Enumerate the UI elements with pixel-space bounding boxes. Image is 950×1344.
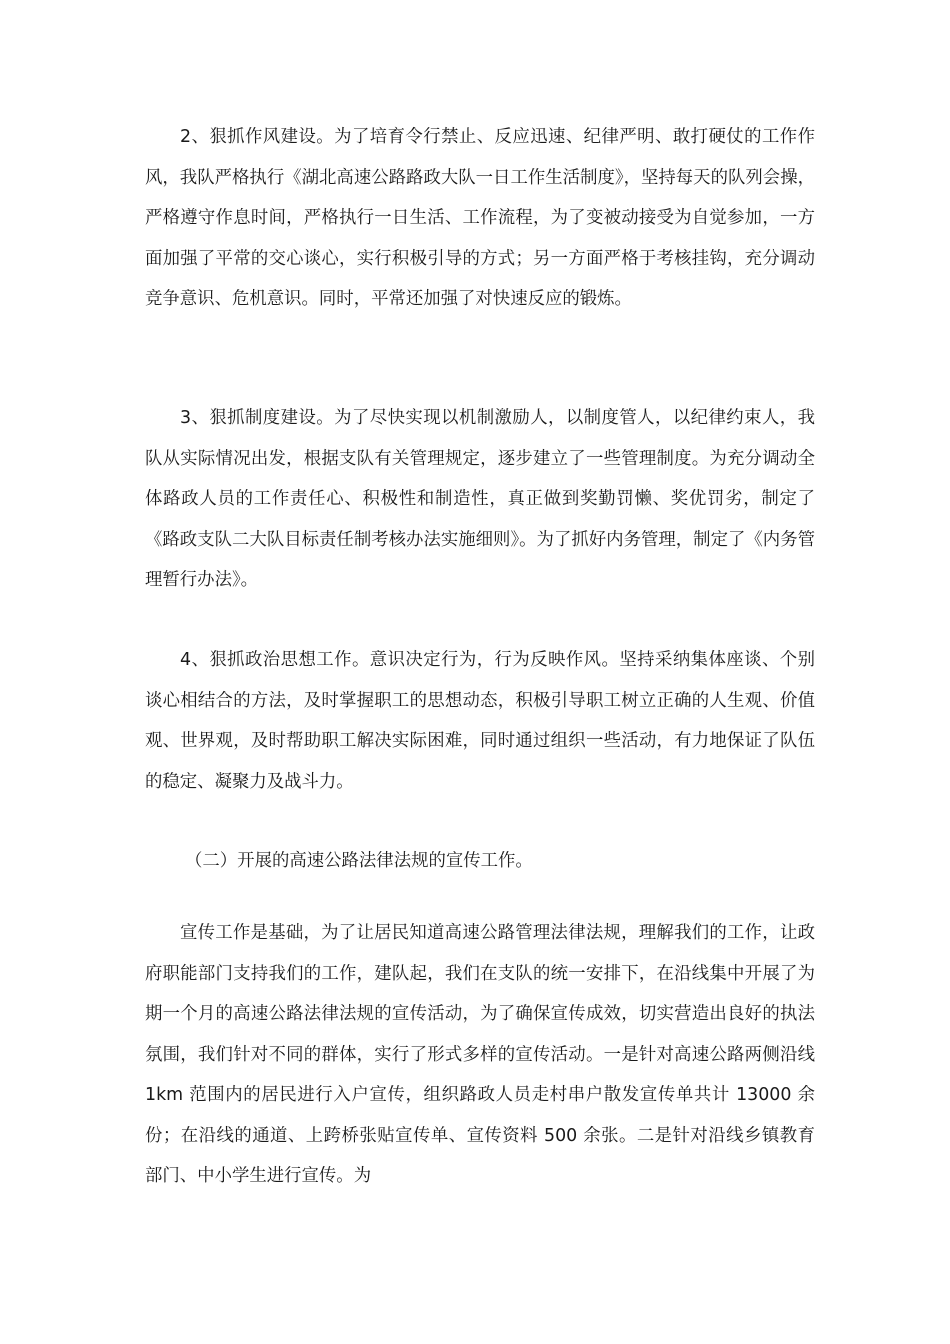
paragraph-publicity-work: 宣传工作是基础，为了让居民知道高速公路管理法律法规，理解我们的工作，让政府职能部门支持我们的工作，建队起，我们在支队的统一安排下，在沿线集中开展了为期一个月的高速公路法律法规的宣传活动，为了确保宣传成效，切实营造出良好的执法氛围，我们针对不同的群体，实行了形式多样的宣传活动。一是针对高速公路两侧沿线 1km 范围内的居民进行入户宣传，组织路政人员走村串户散发宣传单共计 13000 余份；在沿线的通道、上跨桥张贴宣传单、宣传资料 500 余张。二是针对沿线乡镇教育部门、中小学生进行宣传。为 bbox=[145, 923, 815, 1186]
section-subheading: （二）开展的高速公路法律法规的宣传工作。 bbox=[185, 851, 533, 871]
paragraph-style-building: 2、狠抓作风建设。为了培育令行禁止、反应迅速、纪律严明、敢打硬仗的工作作风，我队严格执行《湖北高速公路路政大队一日工作生活制度》，坚持每天的队列会操，严格遵守作息时间，严格执行一日生活、工作流程，为了变被动接受为自觉参加，一方面加强了平常的交心谈心，实行积极引导的方式；另一方面严格于考核挂钩，充分调动竞争意识、危机意识。同时，平常还加强了对快速反应的锻炼。 bbox=[145, 127, 815, 309]
paragraph-system-building: 3、狠抓制度建设。为了尽快实现以机制激励人，以制度管人，以纪律约束人，我队从实际情况出发，根据支队有关管理规定，逐步建立了一些管理制度。为充分调动全体路政人员的工作责任心、积极性和制造性，真正做到奖勤罚懒、奖优罚劣，制定了《路政支队二大队目标责任制考核办法实施细则》。为了抓好内务管理，制定了《内务管理暂行办法》。 bbox=[145, 408, 815, 590]
paragraph-political-work: 4、狠抓政治思想工作。意识决定行为，行为反映作风。坚持采纳集体座谈、个别谈心相结合的方法，及时掌握职工的思想动态，积极引导职工树立正确的人生观、价值观、世界观，及时帮助职工解决实际困难，同时通过组织一些活动，有力地保证了队伍的稳定、凝聚力及战斗力。 bbox=[145, 650, 815, 792]
